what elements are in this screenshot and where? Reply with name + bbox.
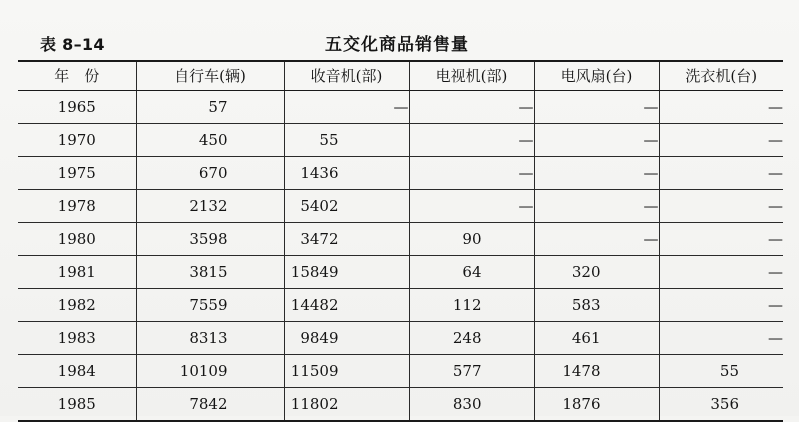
- cell-washer: —: [659, 322, 783, 355]
- cell-radio: 11509: [284, 355, 409, 388]
- table-row: [18, 157, 783, 190]
- cell-year: 1965: [18, 91, 136, 124]
- cell-tv: —: [409, 124, 534, 157]
- cell-radio: 9849: [284, 322, 409, 355]
- cell-tv: 112: [409, 289, 534, 322]
- cell-tv: —: [409, 157, 534, 190]
- cell-bicycle: 10109: [136, 355, 284, 388]
- table-row: [18, 289, 783, 322]
- column-header-bicycle: 自行车(辆): [136, 61, 284, 91]
- cell-radio: 11802: [284, 388, 409, 422]
- sales-table: [18, 60, 783, 422]
- table-row: [18, 256, 783, 289]
- cell-washer: —: [659, 256, 783, 289]
- cell-fan: —: [534, 223, 659, 256]
- table-body: [18, 91, 783, 422]
- cell-radio: 1436: [284, 157, 409, 190]
- cell-washer: —: [659, 124, 783, 157]
- cell-washer: 55: [659, 355, 783, 388]
- cell-fan: 1876: [534, 388, 659, 422]
- cell-washer: —: [659, 289, 783, 322]
- table-row: [18, 355, 783, 388]
- cell-tv: 64: [409, 256, 534, 289]
- cell-radio: 14482: [284, 289, 409, 322]
- cell-bicycle: 450: [136, 124, 284, 157]
- cell-fan: 461: [534, 322, 659, 355]
- cell-bicycle: 2132: [136, 190, 284, 223]
- cell-radio: 5402: [284, 190, 409, 223]
- cell-fan: —: [534, 190, 659, 223]
- column-header-tv: 电视机(部): [409, 61, 534, 91]
- cell-fan: 583: [534, 289, 659, 322]
- cell-year: 1983: [18, 322, 136, 355]
- table-row: [18, 322, 783, 355]
- table-row: [18, 124, 783, 157]
- cell-year: 1981: [18, 256, 136, 289]
- cell-bicycle: 57: [136, 91, 284, 124]
- cell-tv: 830: [409, 388, 534, 422]
- cell-radio: 15849: [284, 256, 409, 289]
- cell-year: 1985: [18, 388, 136, 422]
- cell-tv: 577: [409, 355, 534, 388]
- cell-year: 1980: [18, 223, 136, 256]
- column-header-washer: 洗衣机(台): [659, 61, 783, 91]
- cell-tv: —: [409, 91, 534, 124]
- cell-tv: —: [409, 190, 534, 223]
- cell-tv: 248: [409, 322, 534, 355]
- cell-washer: —: [659, 157, 783, 190]
- cell-washer: —: [659, 91, 783, 124]
- cell-bicycle: 7559: [136, 289, 284, 322]
- column-header-fan: 电风扇(台): [534, 61, 659, 91]
- cell-year: 1978: [18, 190, 136, 223]
- cell-year: 1975: [18, 157, 136, 190]
- cell-washer: —: [659, 223, 783, 256]
- cell-bicycle: 7842: [136, 388, 284, 422]
- cell-year: 1982: [18, 289, 136, 322]
- table-row: [18, 91, 783, 124]
- table-number: 表 8–14: [40, 35, 105, 54]
- cell-fan: 1478: [534, 355, 659, 388]
- cell-year: 1970: [18, 124, 136, 157]
- column-header-year: 年 份: [18, 61, 136, 91]
- cell-radio: 55: [284, 124, 409, 157]
- table-row: [18, 223, 783, 256]
- table-header: [40, 28, 780, 58]
- table-header-row: [18, 61, 783, 91]
- cell-bicycle: 8313: [136, 322, 284, 355]
- cell-radio: —: [284, 91, 409, 124]
- cell-tv: 90: [409, 223, 534, 256]
- cell-bicycle: 3815: [136, 256, 284, 289]
- cell-fan: —: [534, 124, 659, 157]
- cell-washer: —: [659, 190, 783, 223]
- cell-washer: 356: [659, 388, 783, 422]
- cell-fan: 320: [534, 256, 659, 289]
- cell-fan: —: [534, 91, 659, 124]
- cell-year: 1984: [18, 355, 136, 388]
- table-title: 五交化商品销售量: [325, 35, 469, 55]
- cell-radio: 3472: [284, 223, 409, 256]
- cell-bicycle: 3598: [136, 223, 284, 256]
- cell-bicycle: 670: [136, 157, 284, 190]
- cell-fan: —: [534, 157, 659, 190]
- table-row: [18, 190, 783, 223]
- column-header-radio: 收音机(部): [284, 61, 409, 91]
